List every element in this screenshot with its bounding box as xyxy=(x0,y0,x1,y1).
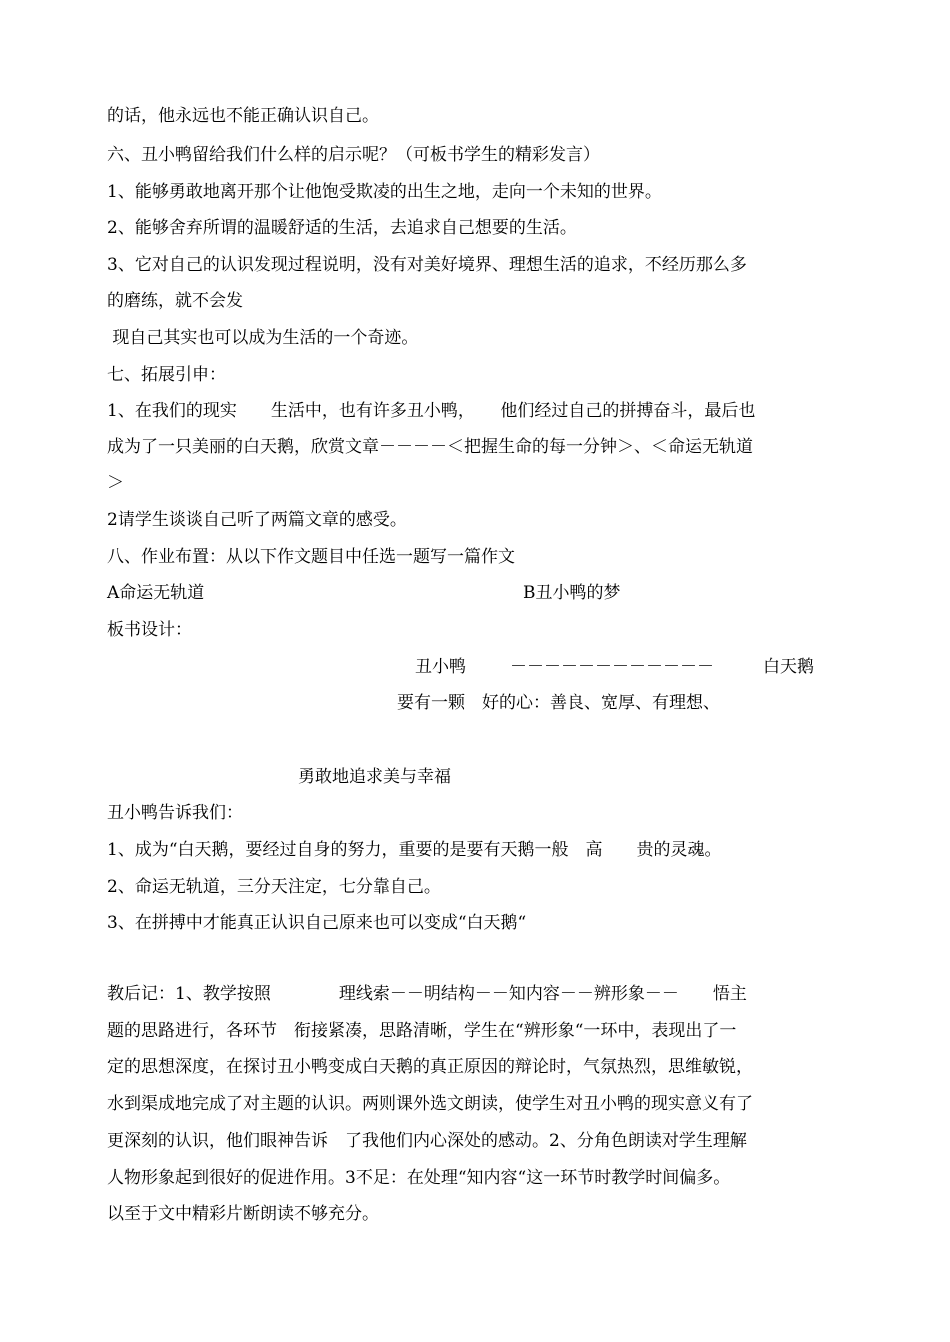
text-line: 成为了一只美丽的白天鹅，欣赏文章－－－－＜把握生命的每一分钟＞、＜命运无轨道 xyxy=(107,437,753,457)
text-line: ＞ xyxy=(107,473,124,493)
text-line: 更深刻的认识，他们眼神告诉 了我他们内心深处的感动。2、分角色朗读对学生理解 xyxy=(107,1131,747,1151)
essay-option-b: B丑小鸭的梦 xyxy=(523,583,621,603)
essay-option-a: A命运无轨道 xyxy=(107,583,205,603)
board-design-label: 板书设计： xyxy=(107,620,192,640)
board-line: 要有一颗 好的心：善良、宽厚、有理想、 xyxy=(397,693,720,713)
board-line: 勇敢地追求美与幸福 xyxy=(298,767,451,787)
text-line: 1、成为“白天鹅，要经过自身的努力，重要的是要有天鹅一般 高 贵的灵魂。 xyxy=(107,840,722,860)
text-line: 2请学生谈谈自己听了两篇文章的感受。 xyxy=(107,510,407,530)
text-line: 的磨练，就不会发 xyxy=(107,291,243,311)
text-line: 2、命运无轨道，三分天注定，七分靠自己。 xyxy=(107,877,441,897)
text-line: 定的思想深度，在探讨丑小鸭变成白天鹅的真正原因的辩论时，气氛热烈，思维敏锐， xyxy=(107,1057,753,1077)
text-line: 现自己其实也可以成为生活的一个奇迹。 xyxy=(107,328,419,348)
text-line: 1、在我们的现实 生活中，也有许多丑小鸭， 他们经过自己的拼搏奋斗，最后也 xyxy=(107,401,756,421)
section-heading: 七、拓展引申： xyxy=(107,365,226,385)
text-line: 的话，他永远也不能正确认识自己。 xyxy=(107,106,379,126)
text-line: 以至于文中精彩片断朗读不够充分。 xyxy=(107,1204,379,1224)
text-line: 丑小鸭告诉我们： xyxy=(107,803,243,823)
board-right-term: 白天鹅 xyxy=(763,657,814,677)
text-line: 人物形象起到很好的促进作用。3不足：在处理“知内容“这一环节时教学时间偏多。 xyxy=(107,1168,731,1188)
board-arrow-dashes: －－－－－－－－－－－－ xyxy=(510,657,714,677)
text-line: 水到渠成地完成了对主题的认识。两则课外选文朗读，使学生对丑小鸭的现实意义有了 xyxy=(107,1094,753,1114)
section-heading: 六、丑小鸭留给我们什么样的启示呢？（可板书学生的精彩发言） xyxy=(107,145,600,165)
text-line: 题的思路进行，各环节 衔接紧凑，思路清晰，学生在“辨形象“一环中，表现出了一 xyxy=(107,1021,737,1041)
board-left-term: 丑小鸭 xyxy=(415,657,466,677)
text-line: 3、它对自己的认识发现过程说明，没有对美好境界、理想生活的追求，不经历那么多 xyxy=(107,255,747,275)
text-line: 教后记：1、教学按照 理线索－－明结构－－知内容－－辨形象－－ 悟主 xyxy=(107,984,747,1004)
text-line: 1、能够勇敢地离开那个让他饱受欺凌的出生之地，走向一个未知的世界。 xyxy=(107,182,662,202)
text-line: 2、能够舍弃所谓的温暖舒适的生活，去追求自己想要的生活。 xyxy=(107,218,577,238)
section-heading: 八、作业布置：从以下作文题目中任选一题写一篇作文 xyxy=(107,547,515,567)
text-line: 3、在拼搏中才能真正认识自己原来也可以变成“白天鹅“ xyxy=(107,913,527,933)
